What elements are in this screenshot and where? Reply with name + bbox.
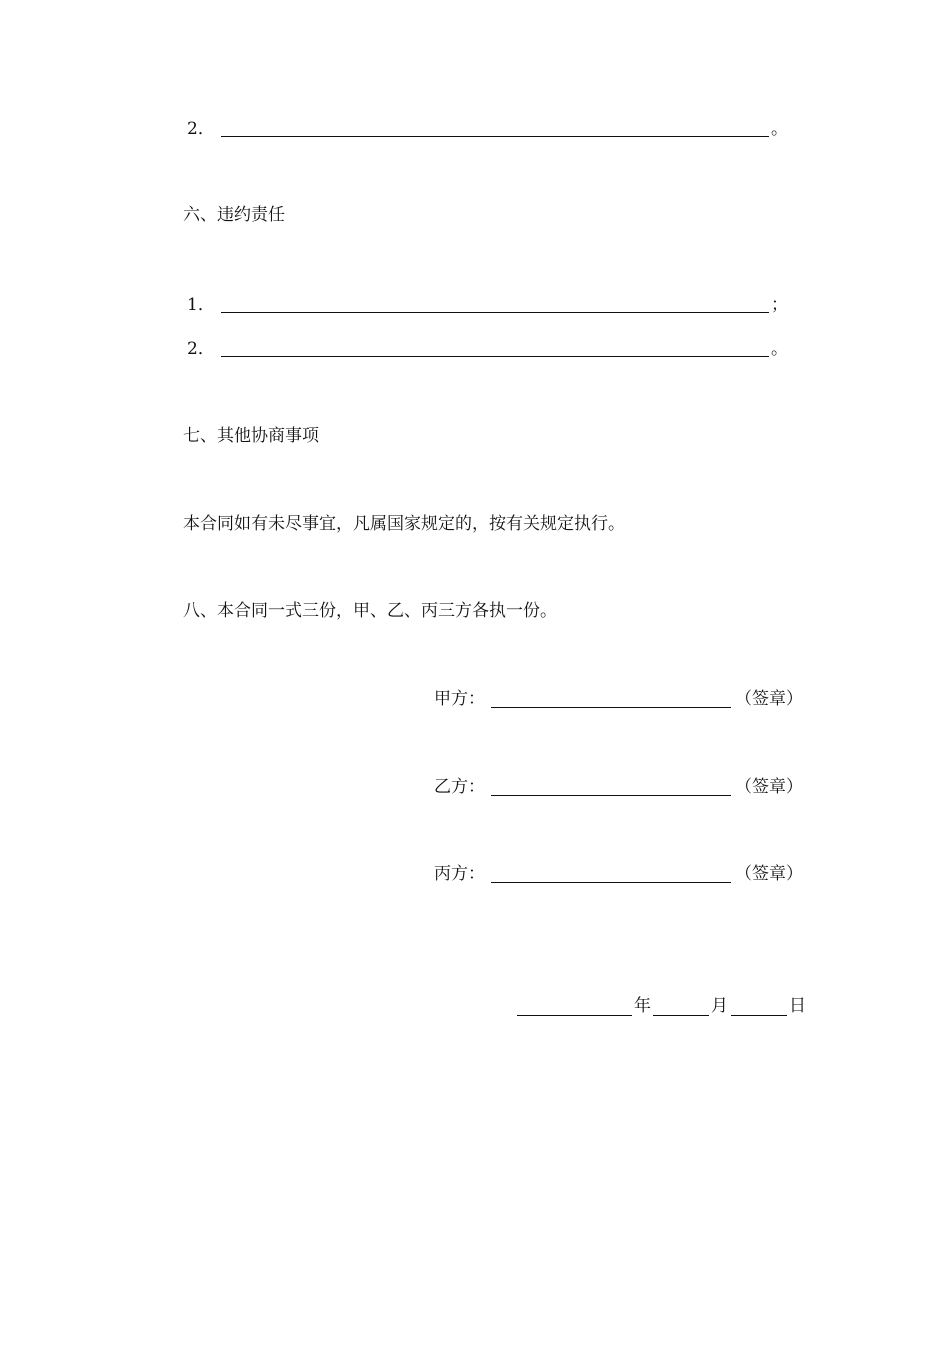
item-end-punct: 。 <box>771 339 788 359</box>
year-label: 年 <box>634 996 651 1016</box>
signature-line[interactable] <box>491 882 731 883</box>
day-label: 日 <box>789 996 806 1016</box>
section-8-copies: 八、本合同一式三份，甲、乙、丙三方各执一份。 <box>183 601 557 621</box>
section-heading-other-matters: 七、其他协商事项 <box>183 426 319 446</box>
party-label: 丙方： <box>434 864 485 884</box>
month-blank[interactable] <box>653 1015 709 1016</box>
item-number: 1． <box>187 295 215 315</box>
signature-line[interactable] <box>491 707 731 708</box>
fill-in-line[interactable] <box>221 312 769 313</box>
item-number: 2． <box>187 119 215 139</box>
day-blank[interactable] <box>731 1015 787 1016</box>
party-label: 乙方： <box>434 777 485 797</box>
seal-suffix: （签章） <box>735 689 803 709</box>
month-label: 月 <box>711 996 728 1016</box>
seal-suffix: （签章） <box>735 777 803 797</box>
year-blank[interactable] <box>517 1015 632 1016</box>
seal-suffix: （签章） <box>735 864 803 884</box>
item-number: 2． <box>187 339 215 359</box>
fill-in-line[interactable] <box>221 356 769 357</box>
signature-line[interactable] <box>491 795 731 796</box>
fill-in-line[interactable] <box>221 136 769 137</box>
item-end-punct: 。 <box>771 119 788 139</box>
section-7-body: 本合同如有未尽事宜，凡属国家规定的，按有关规定执行。 <box>183 514 625 534</box>
party-label: 甲方： <box>434 689 485 709</box>
item-end-punct: ； <box>771 295 788 315</box>
section-heading-breach: 六、违约责任 <box>183 205 285 225</box>
